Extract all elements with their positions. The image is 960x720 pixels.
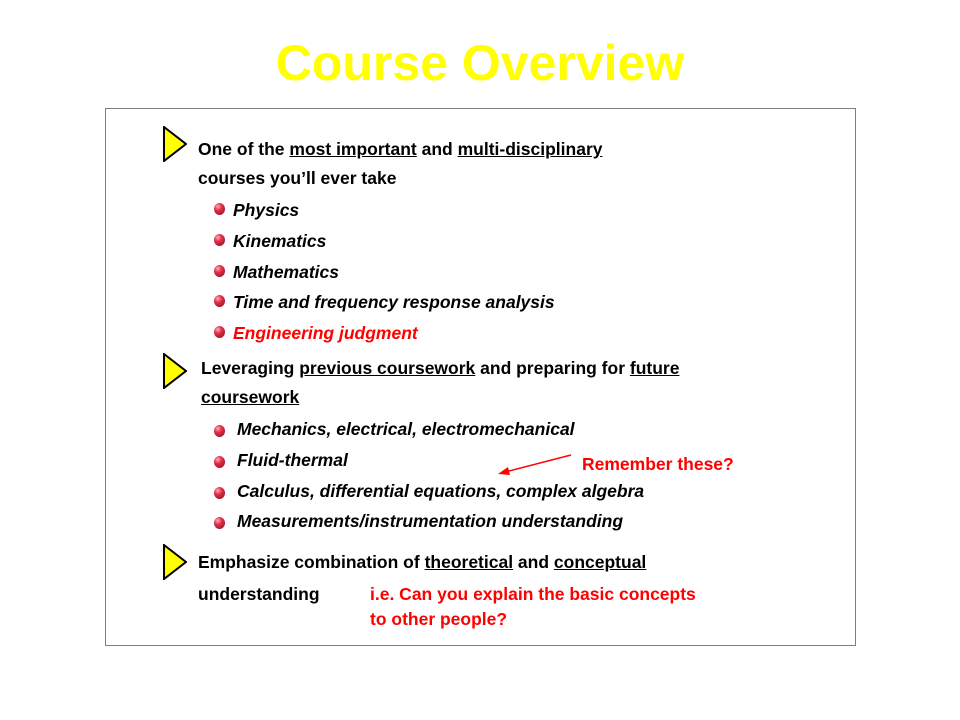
section1-heading-line1: One of the most important and multi-disciplinary <box>198 139 603 159</box>
list-item: Mechanics, electrical, electromechanical <box>237 419 575 439</box>
list-item: Kinematics <box>233 231 327 251</box>
bullet-icon <box>214 425 225 437</box>
triangle-bullet-icon <box>163 353 187 389</box>
list-item: Time and frequency response analysis <box>233 292 555 312</box>
list-item: Physics <box>233 200 300 220</box>
callout-arrow-icon <box>495 452 573 478</box>
bullet-icon <box>214 326 225 338</box>
section2-heading-line2: coursework <box>201 387 300 407</box>
triangle-bullet-icon <box>163 544 187 580</box>
bullet-icon <box>214 265 225 277</box>
section3-heading-line1: Emphasize combination of theoretical and conceptual <box>198 552 647 572</box>
section2-heading-line1: Leveraging previous coursework and preparing for future <box>201 358 680 378</box>
list-item-highlighted: Engineering judgment <box>233 323 418 343</box>
slide-title: Course Overview <box>275 35 685 91</box>
section1-heading-line2: courses you’ll ever take <box>198 168 397 188</box>
note-line2: to other people? <box>370 609 508 629</box>
bullet-icon <box>214 234 225 246</box>
callout-text: Remember these? <box>582 454 734 474</box>
list-item: Fluid-thermal <box>237 450 348 470</box>
bullet-icon <box>214 517 225 529</box>
list-item: Mathematics <box>233 262 340 282</box>
triangle-bullet-icon <box>163 126 187 162</box>
bullet-icon <box>214 295 225 307</box>
list-item: Calculus, differential equations, complex algebra <box>237 481 645 501</box>
bullet-icon <box>214 456 225 468</box>
list-item: Measurements/instrumentation understanding <box>237 511 624 531</box>
bullet-icon <box>214 487 225 499</box>
section3-heading-line2: understanding <box>198 584 320 604</box>
bullet-icon <box>214 203 225 215</box>
note-line1: i.e. Can you explain the basic concepts <box>370 584 696 604</box>
